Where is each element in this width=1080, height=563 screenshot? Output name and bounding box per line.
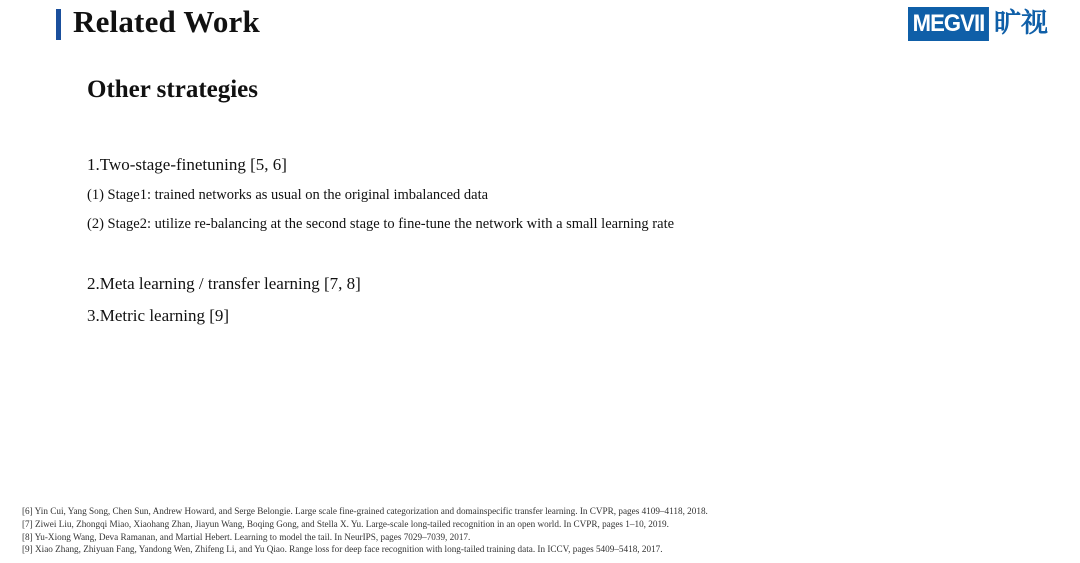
references [22,505,708,556]
reference-item: [9] Xiao Zhang, Zhiyuan Fang, Yandong Wen, Zhifeng Li, and Yu Qiao. Range loss for deep face recognition with long-tailed training data. In ICCV, pages 5409–5418, 2017. [22,544,663,555]
megvii-logo [908,6,1048,42]
title-accent-bar [56,9,61,40]
list-item: 1.Two-stage-finetuning [5, 6] [87,155,287,174]
list-item: (1) Stage1: trained networks as usual on the original imbalanced data [87,187,489,203]
list-item: 3.Metric learning [9] [87,306,230,325]
logo-cn-text: 旷视 [994,8,1049,39]
section-heading: Other strategies [87,76,259,103]
reference-item: [7] Ziwei Liu, Zhongqi Miao, Xiaohang Zhan, Jiayun Wang, Boqing Gong, and Stella X. Yu. Large-scale long-tailed recognition in an open world. In CVPR, pages 1–10, 2019. [22,518,669,529]
list-item: 2.Meta learning / transfer learning [7, 8] [87,274,361,293]
reference-item: [6] Yin Cui, Yang Song, Chen Sun, Andrew Howard, and Serge Belongie. Large scale fine-grained categorization and domainspecific transfer learning. In CVPR, pages 4109–4118, 2018. [22,506,708,516]
list-item: (2) Stage2: utilize re-balancing at the second stage to fine-tune the network with a small learning rate [87,216,675,232]
logo-text: MEGVII [908,7,989,41]
reference-item: [8] Yu-Xiong Wang, Deva Ramanan, and Martial Hebert. Learning to model the tail. In NeurIPS, pages 7029–7039, 2017. [22,531,471,542]
slide-title: Related Work [73,4,260,39]
